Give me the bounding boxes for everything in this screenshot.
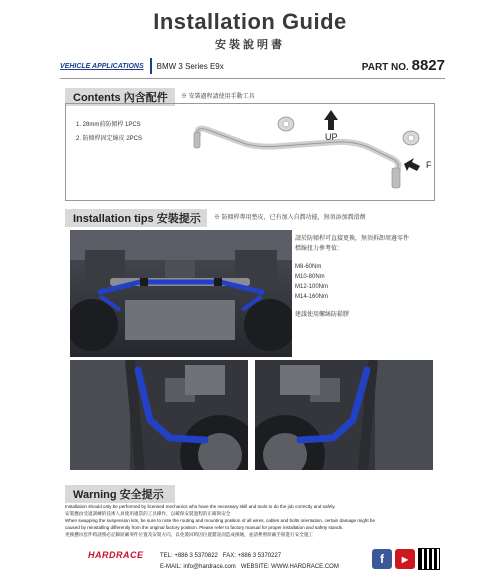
torque-outro: 建議使用螺絲防鬆膠: [295, 312, 350, 318]
contents-box: [65, 103, 435, 201]
torque-value: M12-100Nm: [295, 284, 329, 290]
qr-code-icon: [418, 548, 440, 570]
warning-heading: Warning 安全提示: [65, 485, 175, 503]
torque-intro-line: 請於防傾桿可直接更換，無須拆卸周邊零件: [295, 236, 410, 242]
email-link[interactable]: E-MAIL: info@hardrace.com: [160, 564, 236, 570]
warning-line: 安裝應由受過訓練的技術人員使用適當的工具操作，以確保安裝過程的正確與安全: [65, 511, 231, 516]
page-header: [0, 0, 500, 52]
divider: [150, 58, 152, 74]
guide-subtitle: 安裝說明書: [215, 39, 285, 51]
torque-value: M14-160Nm: [295, 294, 329, 300]
contents-heading: Contents 內含配件: [65, 88, 175, 106]
torque-specs: [295, 234, 435, 320]
right-bushing-photo: [255, 360, 433, 470]
diagram-up-label: UP: [325, 132, 338, 142]
vehicle-model: BMW 3 Series E9x: [156, 61, 224, 71]
diagram-front-label: F: [426, 160, 431, 170]
torque-intro-line: 標線扭力參考值：: [295, 246, 344, 252]
facebook-icon[interactable]: f: [372, 549, 392, 569]
youtube-icon[interactable]: ▶: [395, 549, 415, 569]
tips-note: ※ 防傾桿專用墊皮，已有加入自潤功能，無須添加潤滑劑: [214, 215, 366, 221]
torque-value: M10-80Nm: [295, 274, 325, 280]
warning-text: [65, 503, 435, 538]
website-link[interactable]: WEBSITE: WWW.HARDRACE.COM: [240, 564, 339, 570]
warning-line: When swapping the suspension kits, be sure to note the routing and mounting position of all wires, cables and bolts orientation, certain damage might be: [65, 518, 376, 523]
warning-line: 更換懸吊套件時請務必記錄原廠零件位置及安裝方向，以免裝回時因位置錯誤而造成損壞，並請參照原廠手冊進行安全施工: [65, 532, 314, 537]
part-prefix: PART NO.: [361, 62, 409, 73]
tips-heading: Installation tips 安裝提示: [65, 209, 207, 227]
torque-value: M8-60Nm: [295, 264, 322, 270]
front-arrow-icon: [404, 158, 420, 171]
vehicle-applications-label: VEHICLE APPLICATIONS: [60, 62, 144, 70]
part-number-value: 8827: [411, 57, 445, 74]
up-arrow-icon: [324, 110, 338, 130]
header-rule: [60, 78, 445, 79]
part-number: [362, 57, 445, 74]
sway-bar-diagram: [186, 106, 431, 198]
list-item: 2. 防傾桿固定線皮 2PCS: [76, 136, 143, 142]
telephone: TEL: +886 3 5370822: [160, 553, 218, 559]
guide-title: Installation Guide: [153, 9, 347, 34]
warning-line: caused by reinstalling differently from the original factory position. Please refer to factory manual for proper installation and safety stands.: [65, 525, 344, 530]
contents-note: ※ 安裝過程請使用手動工具: [181, 94, 255, 100]
contents-list: [76, 118, 142, 146]
brand-logo: HARDRACE: [88, 550, 144, 560]
left-bushing-photo: [70, 360, 248, 470]
fax: FAX: +886 3 5370227: [222, 553, 282, 559]
undercarriage-photo: [70, 230, 292, 357]
contact-info: [160, 551, 339, 573]
page-footer: [0, 540, 500, 580]
list-item: 1. 28mm前防傾桿 1PCS: [76, 122, 141, 128]
vehicle-bar: [60, 55, 445, 77]
warning-line: Installation should only be performed by licensed mechanics who have the necessary skill and tools to do the job correctly and safely.: [65, 504, 336, 509]
